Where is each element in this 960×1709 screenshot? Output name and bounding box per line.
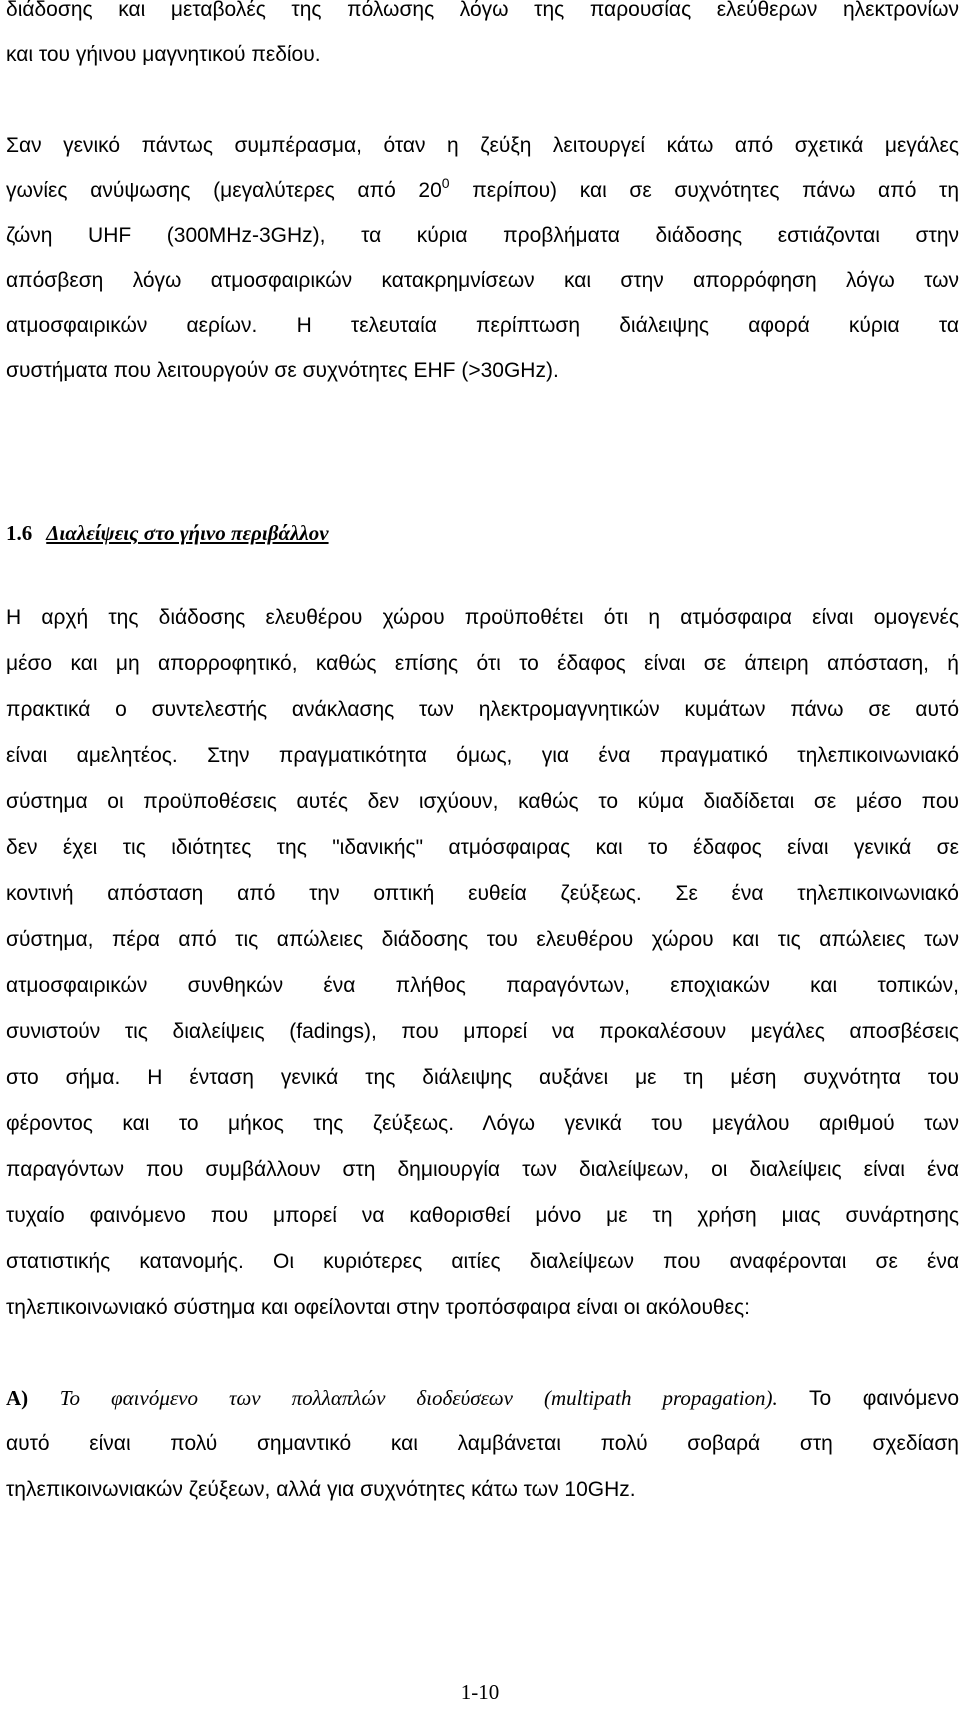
paragraph-line: ζώνη UHF (300MHz-3GHz), τα κύρια προβλήματα διάδοσης εστιάζονται στην xyxy=(6,224,959,247)
paragraph-line: σύστημα, πέρα από τις απώλειες διάδοσης του ελευθέρου χώρου και τις απώλειες των xyxy=(6,928,959,951)
paragraph-line: και του γήινου μαγνητικού πεδίου. xyxy=(6,43,321,66)
paragraph-line: συστήματα που λειτουργούν σε συχνότητες EHF (>30GHz). xyxy=(6,359,559,382)
list-item-a-line xyxy=(6,1384,959,1413)
paragraph-line: μέσο και μη απορροφητικό, καθώς επίσης ότι το έδαφος είναι σε άπειρη απόσταση, ή xyxy=(6,652,959,675)
paragraph-line: συνιστούν τις διαλείψεις (fadings), που μπορεί να προκαλέσουν μεγάλες αποσβέσεις xyxy=(6,1020,959,1043)
paragraph-line: τυχαίο φαινόμενο που μπορεί να καθορισθεί μόνο με τη χρήση μιας συνάρτησης xyxy=(6,1204,959,1227)
paragraph-line: παραγόντων που συμβάλλουν στη δημιουργία των διαλείψεων, οι διαλείψεις είναι ένα xyxy=(6,1158,959,1181)
paragraph-line: Η αρχή της διάδοσης ελευθέρου χώρου προϋποθέτει ότι η ατμόσφαιρα είναι ομογενές xyxy=(6,606,959,629)
text-span: γωνίες ανύψωσης (μεγαλύτερες από 20 xyxy=(6,179,442,202)
text-span: Το φαινόμενο xyxy=(777,1387,960,1410)
paragraph-line: στατιστικής κατανομής. Οι κυριότερες αιτίες διαλείψεων που αναφέρονται σε ένα xyxy=(6,1250,959,1273)
paragraph-line: Σαν γενικό πάντως συμπέρασμα, όταν η ζεύξη λειτουργεί κάτω από σχετικά μεγάλες xyxy=(6,134,959,157)
superscript: 0 xyxy=(441,175,450,191)
list-item-title: Το φαινόμενο των πολλαπλών διοδεύσεων (multipath propagation). xyxy=(59,1386,778,1410)
paragraph-line: φέροντος και το μήκος της ζεύξεως. Λόγω γενικά του μεγάλου αριθμού των xyxy=(6,1112,959,1135)
page-number: 1-10 xyxy=(460,1680,500,1704)
paragraph-line: είναι αμελητέος. Στην πραγματικότητα όμως, για ένα πραγματικό τηλεπικοινωνιακό xyxy=(6,744,959,767)
paragraph-line: αυτό είναι πολύ σημαντικό και λαμβάνεται πολύ σοβαρά στη σχεδίαση xyxy=(6,1432,959,1455)
paragraph-line: τηλεπικοινωνιακό σύστημα και οφείλονται στην τροπόσφαιρα είναι οι ακόλουθες: xyxy=(6,1296,750,1319)
paragraph-line: πρακτικά ο συντελεστής ανάκλασης των ηλεκτρομαγνητικών κυμάτων πάνω σε αυτό xyxy=(6,698,959,721)
section-title: Διαλείψεις στο γήινο περιβάλλον xyxy=(46,521,329,545)
paragraph-line: δεν έχει τις ιδιότητες της "ιδανικής" ατμόσφαιρας και το έδαφος είναι γενικά σε xyxy=(6,836,959,859)
paragraph-line: τηλεπικοινωνιακών ζεύξεων, αλλά για συχνότητες κάτω των 10GHz. xyxy=(6,1478,636,1501)
section-heading xyxy=(6,521,329,546)
paragraph-line: διάδοσης και μεταβολές της πόλωσης λόγω της παρουσίας ελεύθερων ηλεκτρονίων xyxy=(6,0,959,21)
text-span: περίπου) και σε συχνότητες πάνω από τη xyxy=(449,179,960,202)
paragraph-line: κοντινή απόσταση από την οπτική ευθεία ζεύξεως. Σε ένα τηλεπικοινωνιακό xyxy=(6,882,959,905)
section-number: 1.6 xyxy=(6,521,33,545)
paragraph-line: ατμοσφαιρικών συνθηκών ένα πλήθος παραγόντων, εποχιακών και τοπικών, xyxy=(6,974,959,997)
paragraph-line: απόσβεση λόγω ατμοσφαιρικών κατακρημνίσεων και στην απορρόφηση λόγω των xyxy=(6,269,959,292)
list-item-label: A) xyxy=(6,1386,29,1410)
paragraph-line xyxy=(6,177,959,205)
paragraph-line: στο σήμα. Η ένταση γενικά της διάλειψης αυξάνει με τη μέση συχνότητα του xyxy=(6,1066,959,1089)
paragraph-line: σύστημα οι προϋποθέσεις αυτές δεν ισχύουν, καθώς το κύμα διαδίδεται σε μέσο που xyxy=(6,790,959,813)
paragraph-line: ατμοσφαιρικών αερίων. Η τελευταία περίπτωση διάλειψης αφορά κύρια τα xyxy=(6,314,959,337)
